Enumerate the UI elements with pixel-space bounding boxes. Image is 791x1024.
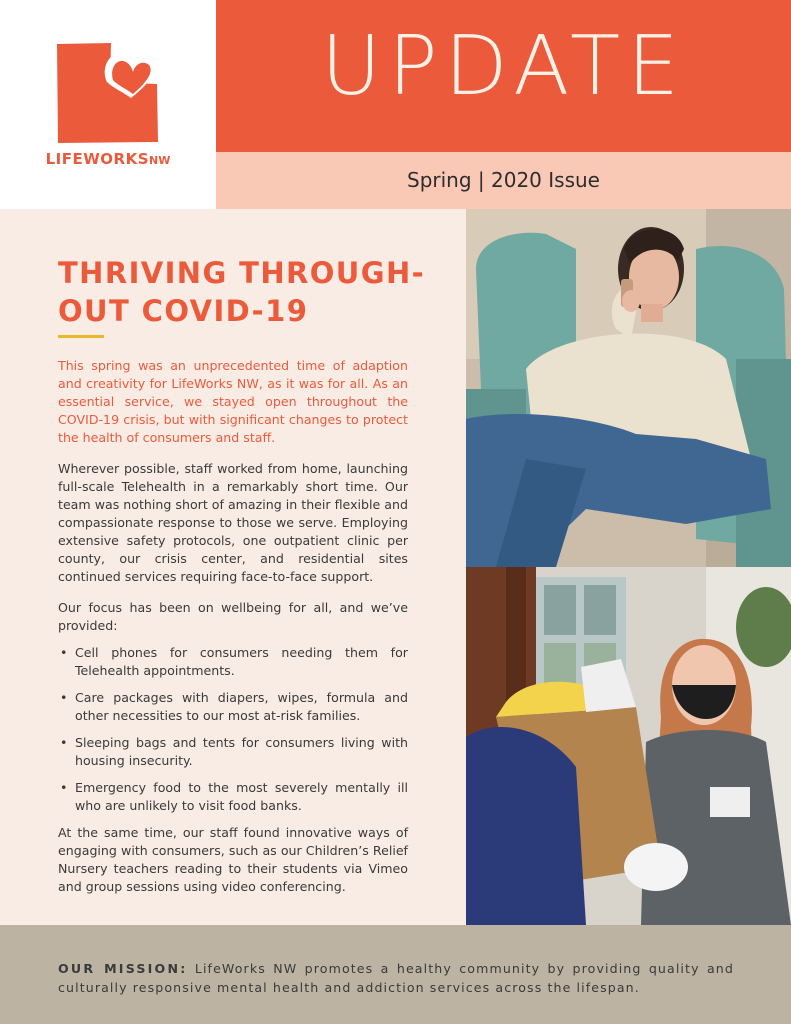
headline-line-2: OUT COVID-19 [58,294,309,328]
article-headline [58,254,438,330]
intro-paragraph: This spring was an unprecedented time of adaption and creativity for LifeWorks NW, as it was for all. As an essential service, we stayed open throughout the COVID-19 crisis, but with significant changes to protect the health of consumers and staff. [58,358,408,445]
photo-food-delivery [466,567,791,925]
mission-footer [0,925,791,1024]
page-title: UPDATE [321,19,686,114]
lifeworks-heart-logo [55,42,159,144]
bullet-icon: • [60,735,68,750]
provided-list [58,644,408,815]
list-item: • Emergency food to the most severely mentally ill who are unlikely to visit food banks. [60,780,408,813]
bullet-icon: • [60,780,68,795]
article-body [58,357,408,909]
issue-label: Spring | 2020 Issue [407,168,600,192]
mission-statement [58,959,734,997]
bullet-icon: • [60,690,68,705]
photo-woman-on-phone [466,209,791,567]
mission-body: LifeWorks NW promotes a healthy community by providing quality and culturally responsive mental health and addiction services across the lifespan. [58,961,734,995]
logo-wordmark: LIFEWORKSNW [45,150,171,168]
list-item: • Care packages with diapers, wipes, formula and other necessities to our most at-risk families. [60,690,408,723]
list-item: • Sleeping bags and tents for consumers living with housing insecurity. [60,735,408,768]
list-item: • Cell phones for consumers needing them for Telehealth appointments. [60,645,408,678]
header-title-band [216,0,791,152]
bullet-icon: • [60,645,68,660]
issue-band [216,152,791,209]
logo-area [0,0,216,209]
headline-line-1: THRIVING THROUGH- [58,256,426,290]
mission-label: OUR MISSION: [58,961,188,976]
body-paragraph: At the same time, our staff found innovative ways of engaging with consumers, such as our Children’s Relief Nursery teachers reading to their students via Vimeo and group sessions using video conferencing. [58,825,408,894]
article-column [0,209,466,925]
body-paragraph: Our focus has been on wellbeing for all, and we’ve provided: [58,600,408,633]
body-paragraph: Wherever possible, staff worked from home, launching full-scale Telehealth in a remarkably short time. Our team was nothing short of amazing in their flexible and compassionate response to those we serve. Employing extensive safety protocols, one outpatient clinic per county, our crisis center, and residential sites continued services requiring face-to-face support. [58,461,408,584]
headline-divider [58,335,104,338]
